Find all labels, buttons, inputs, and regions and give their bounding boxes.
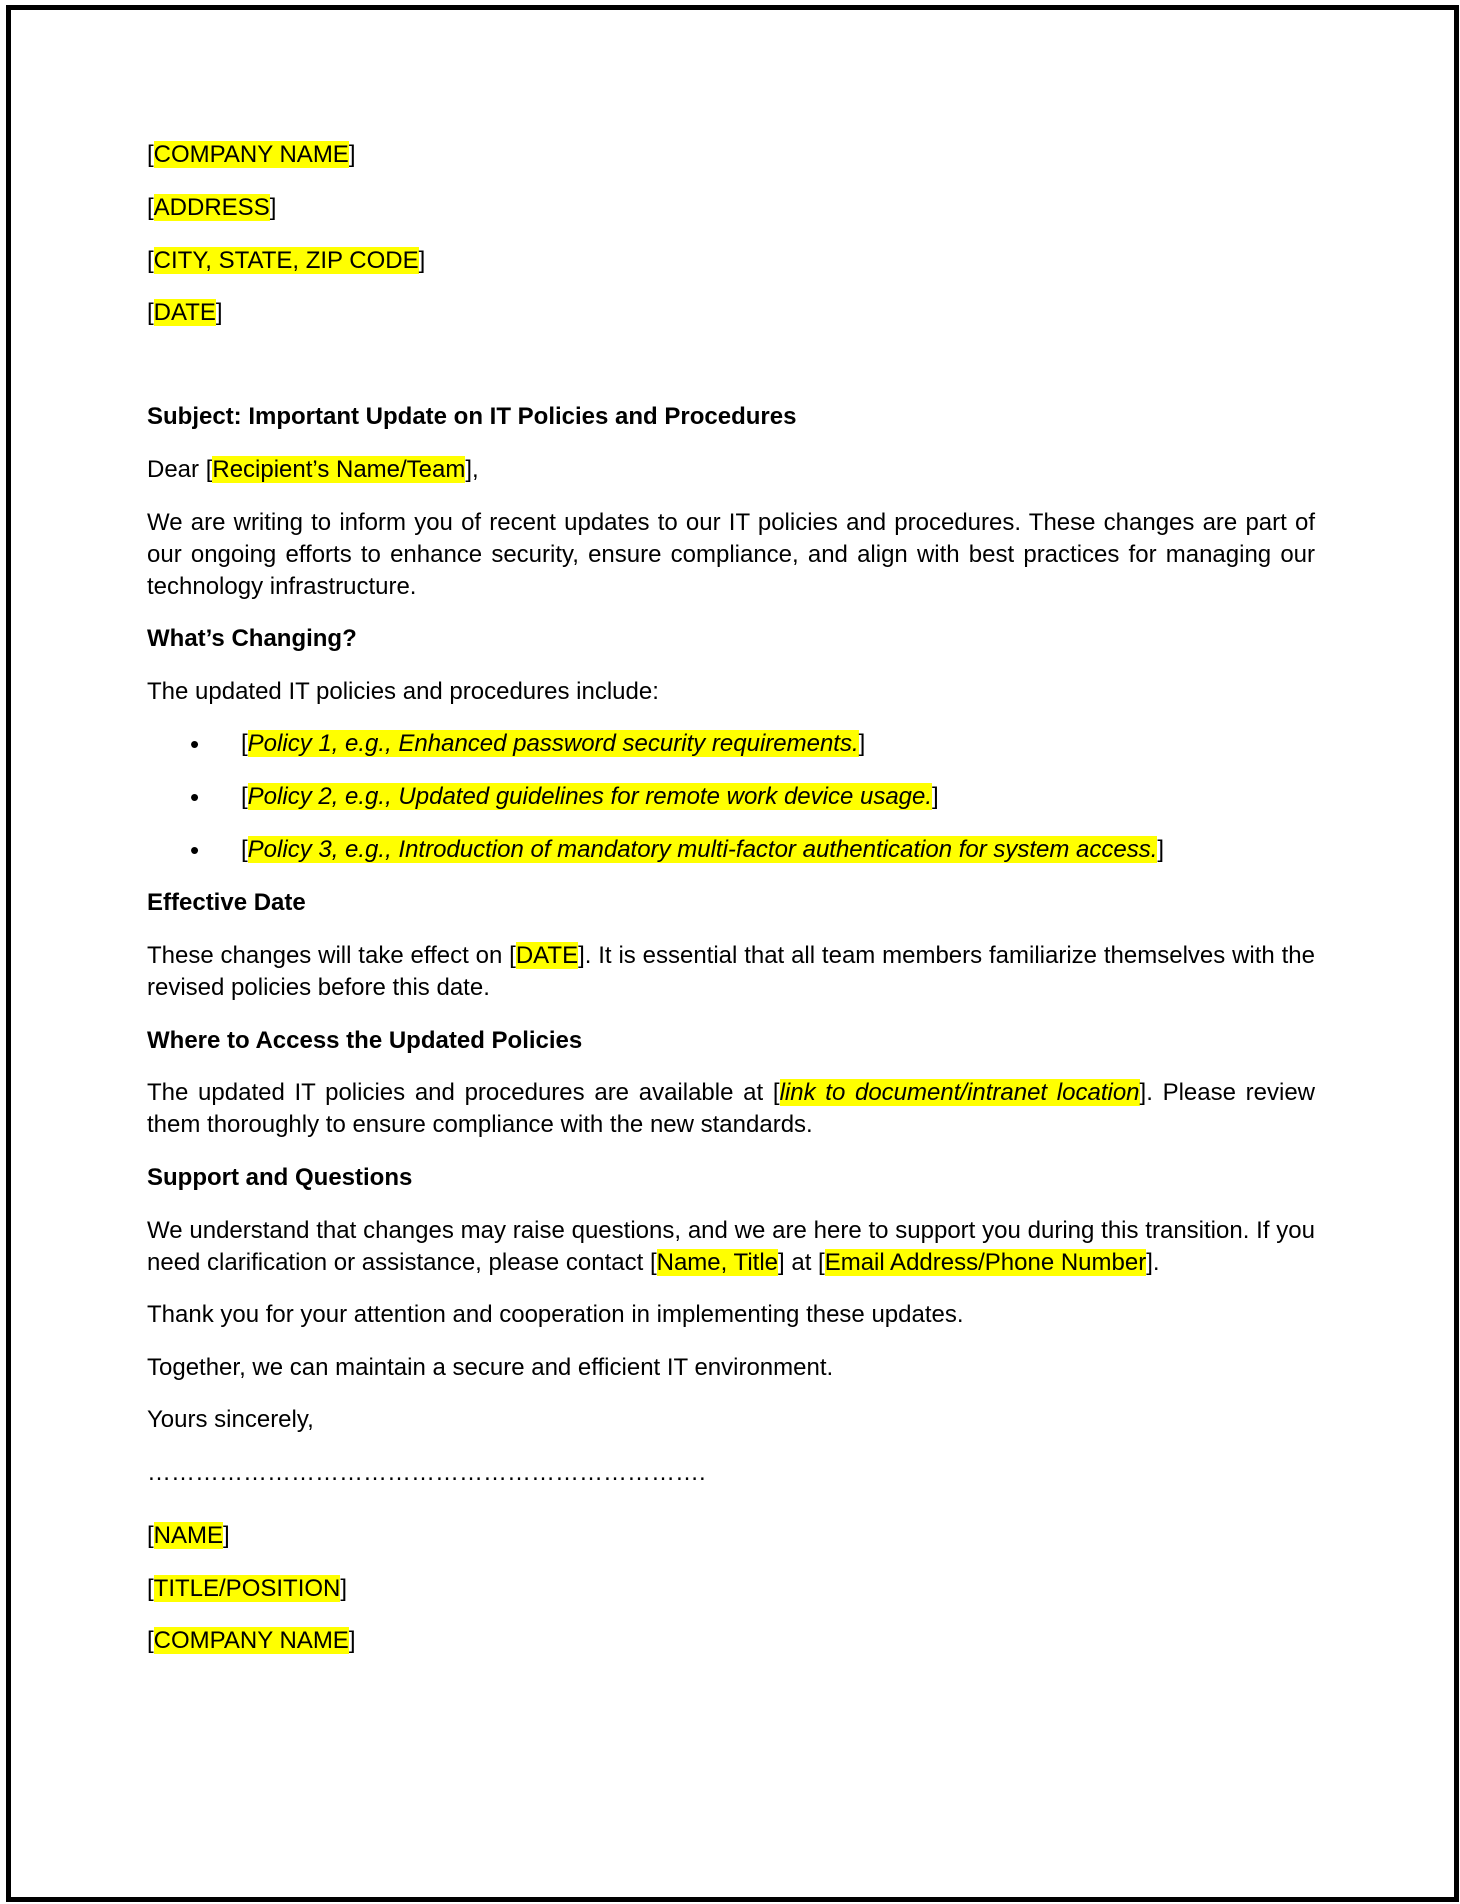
access-text-after: . Please review them thoroughly to ensure compliance with the new standards. bbox=[147, 1079, 1316, 1138]
closing-line: Yours sincerely, bbox=[147, 1406, 314, 1433]
placeholder-address[interactable]: ADDRESS bbox=[153, 194, 270, 221]
placeholder-title[interactable]: TITLE/POSITION bbox=[153, 1575, 341, 1602]
salutation-prefix: Dear bbox=[147, 456, 206, 483]
access-paragraph: The updated IT policies and procedures are available at [link to document/intranet location]. Please review them thoroughly to ensure compliance with the new standards. bbox=[147, 1079, 1316, 1138]
salutation: Dear [Recipient’s Name/Team], bbox=[147, 456, 479, 483]
placeholder-name[interactable]: NAME bbox=[153, 1522, 224, 1549]
footer-name: [NAME] bbox=[147, 1522, 230, 1549]
placeholder-company[interactable]: COMPANY NAME bbox=[153, 141, 349, 168]
changes-lead: The updated IT policies and procedures include: bbox=[147, 678, 659, 705]
subject-line: Subject: Important Update on IT Policies and Procedures bbox=[147, 403, 797, 430]
support-heading: Support and Questions bbox=[147, 1164, 413, 1191]
header-city: [CITY, STATE, ZIP CODE] bbox=[147, 247, 426, 274]
effective-paragraph: These changes will take effect on [DATE]. It is essential that all team members familiarize themselves with the revised policies before this date. bbox=[147, 942, 1315, 1001]
bullet-icon: • bbox=[190, 782, 200, 812]
placeholder-policy-1[interactable]: Policy 1, e.g., Enhanced password security requirements. bbox=[247, 730, 859, 757]
support-text-after: . bbox=[1152, 1249, 1160, 1276]
intro-paragraph: We are writing to inform you of recent updates to our IT policies and procedures. These changes are part of our ongoing efforts to enhance security, ensure compliance, and align with best practices for managing our technology infrastructure. bbox=[147, 509, 1315, 600]
placeholder-contact-email[interactable]: Email Address/Phone Number bbox=[824, 1249, 1147, 1276]
placeholder-footer-company[interactable]: COMPANY NAME bbox=[153, 1627, 349, 1654]
placeholder-date[interactable]: DATE bbox=[153, 299, 216, 326]
placeholder-policy-2[interactable]: Policy 2, e.g., Updated guidelines for remote work device usage. bbox=[247, 783, 933, 810]
access-heading: Where to Access the Updated Policies bbox=[147, 1027, 583, 1054]
support-text-middle: at bbox=[784, 1249, 819, 1276]
thanks-line: Thank you for your attention and cooperation in implementing these updates. bbox=[147, 1301, 964, 1328]
bullet-icon: • bbox=[190, 729, 200, 759]
together-line: Together, we can maintain a secure and efficient IT environment. bbox=[147, 1354, 834, 1381]
effective-text-before: These changes will take effect on bbox=[147, 942, 510, 969]
bullet-icon: • bbox=[190, 835, 200, 865]
support-text-before: We understand that changes may raise questions, and we are here to support you during this transition. If you need clarification or assistance, please contact bbox=[147, 1217, 1315, 1276]
placeholder-contact-name[interactable]: Name, Title bbox=[656, 1249, 778, 1276]
effective-text-after: . It is essential that all team members familiarize themselves with the revised policies before this date. bbox=[147, 942, 1315, 1001]
header-company: [COMPANY NAME] bbox=[147, 141, 356, 168]
changes-heading: What’s Changing? bbox=[147, 625, 357, 652]
access-text-before: The updated IT policies and procedures are available at bbox=[147, 1079, 773, 1106]
placeholder-city[interactable]: CITY, STATE, ZIP CODE bbox=[153, 247, 419, 274]
placeholder-recipient[interactable]: Recipient’s Name/Team bbox=[212, 456, 466, 483]
support-paragraph: We understand that changes may raise questions, and we are here to support you during this transition. If you need clarification or assistance, please contact [Name, Title] at [Email Address/Phone Number]. bbox=[147, 1217, 1315, 1276]
footer-title: [TITLE/POSITION] bbox=[147, 1575, 348, 1602]
header-date: [DATE] bbox=[147, 299, 223, 326]
signature-line: ……………………………………………………………. bbox=[147, 1459, 706, 1486]
footer-company: [COMPANY NAME] bbox=[147, 1627, 356, 1654]
placeholder-policy-3[interactable]: Policy 3, e.g., Introduction of mandatory multi-factor authentication for system access. bbox=[247, 836, 1158, 863]
placeholder-link[interactable]: link to document/intranet location bbox=[779, 1079, 1140, 1106]
salutation-suffix: , bbox=[472, 456, 479, 483]
placeholder-effective-date[interactable]: DATE bbox=[515, 942, 579, 969]
effective-heading: Effective Date bbox=[147, 889, 306, 916]
header-address: [ADDRESS] bbox=[147, 194, 277, 221]
